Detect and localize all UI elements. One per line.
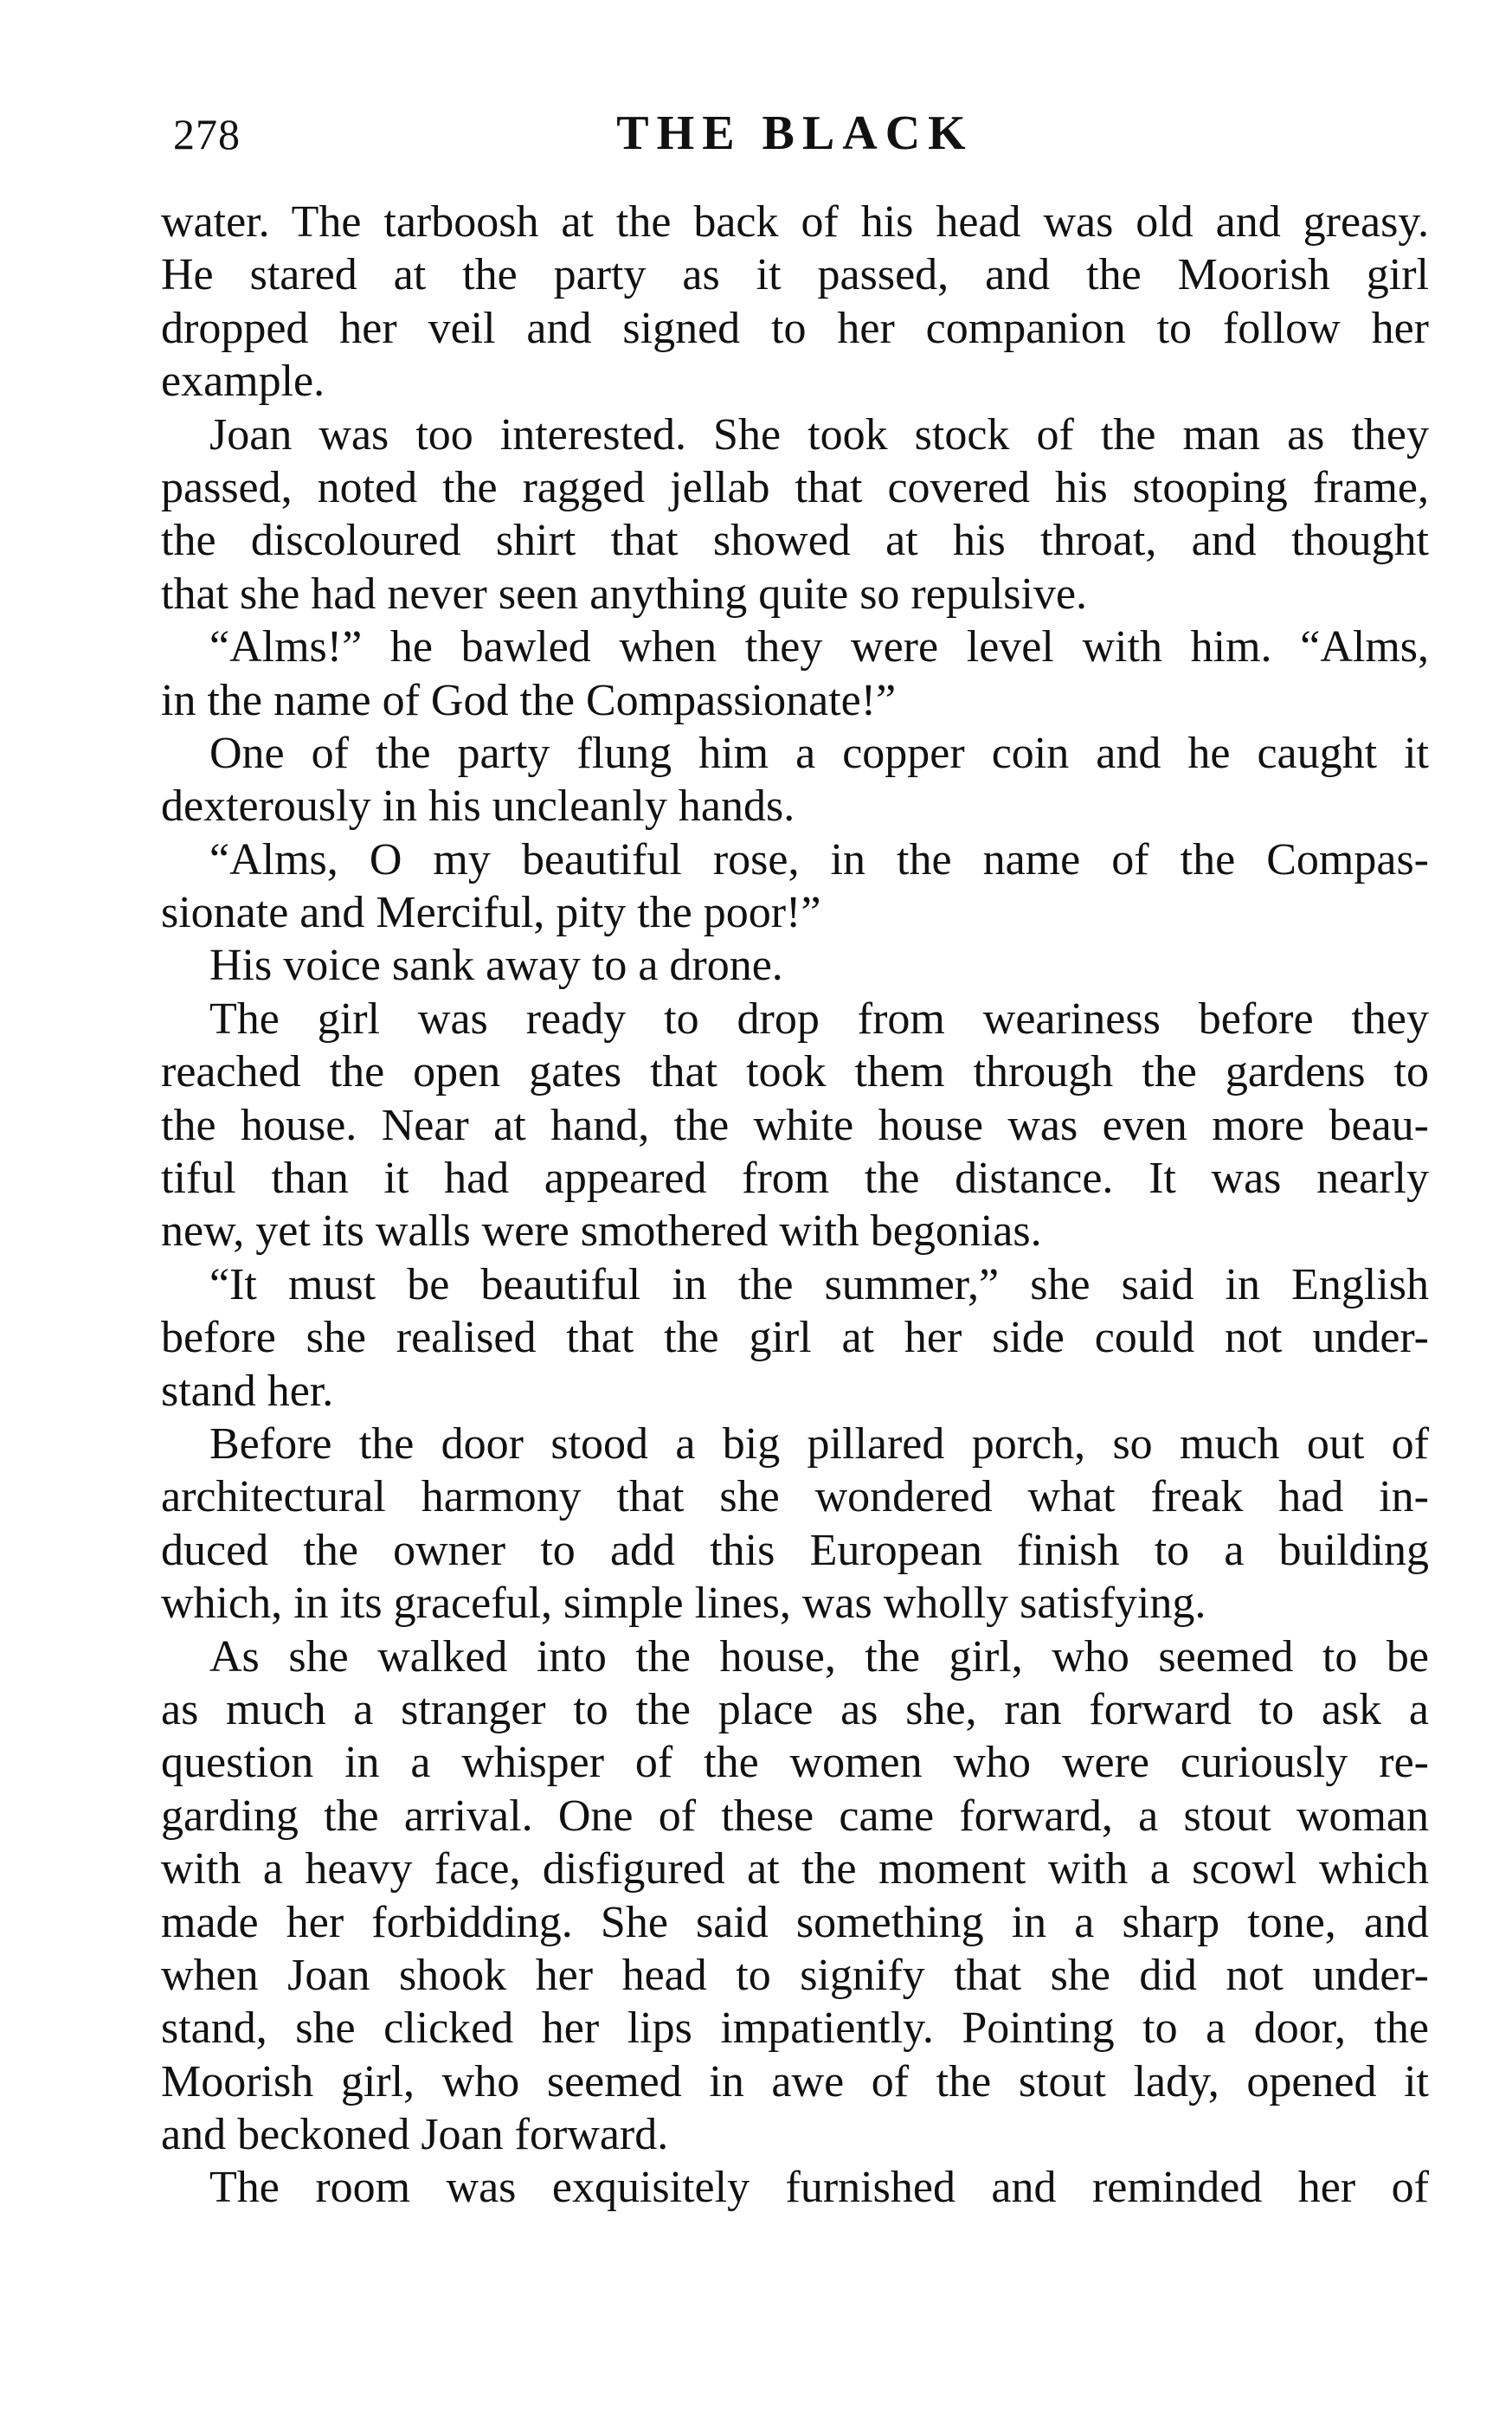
text-line: His voice sank away to a drone. bbox=[209, 941, 783, 991]
text-line: dropped her veil and signed to her companion to follow her bbox=[161, 303, 1429, 353]
text-line: stand, she clicked her lips impatiently. Pointing to a door, the bbox=[161, 2003, 1429, 2054]
text-line: when Joan shook her head to signify that she did not under- bbox=[161, 1950, 1429, 2000]
text-line: duced the owner to add this European finish to a building bbox=[161, 1525, 1429, 1575]
text-line: “It must be beautiful in the summer,” she said in English bbox=[209, 1259, 1429, 1309]
text-line: new, yet its walls were smothered with begonias. bbox=[161, 1206, 1042, 1257]
text-line: water. The tarboosh at the back of his head was old and greasy. bbox=[161, 197, 1429, 247]
text-line: stand her. bbox=[161, 1366, 334, 1416]
text-line: passed, noted the ragged jellab that covered his stooping frame, bbox=[161, 462, 1429, 512]
text-line: dexterously in his uncleanly hands. bbox=[161, 781, 795, 832]
text-line: He stared at the party as it passed, and the Moorish girl bbox=[161, 250, 1429, 300]
running-title: THE BLACK bbox=[616, 106, 974, 160]
text-line: reached the open gates that took them through the gardens to bbox=[161, 1047, 1429, 1097]
text-line: which, in its graceful, simple lines, was wholly satisfying. bbox=[161, 1579, 1206, 1629]
page-number: 278 bbox=[173, 110, 241, 158]
text-line: One of the party flung him a copper coin and he caught it bbox=[209, 728, 1429, 778]
text-line: as much a stranger to the place as she, ran forward to ask a bbox=[161, 1684, 1429, 1734]
text-line: garding the arrival. One of these came forward, a stout woman bbox=[161, 1791, 1429, 1841]
text-line: before she realised that the girl at her side could not under- bbox=[161, 1313, 1429, 1363]
text-line: tiful than it had appeared from the distance. It was nearly bbox=[161, 1154, 1429, 1204]
text-line: sionate and Merciful, pity the poor!” bbox=[161, 888, 821, 938]
text-line: architectural harmony that she wondered what freak had in- bbox=[161, 1472, 1429, 1522]
text-line: Before the door stood a big pillared porch, so much out of bbox=[209, 1418, 1429, 1469]
text-line: that she had never seen anything quite so repulsive. bbox=[161, 569, 1088, 619]
text-line: The room was exquisitely furnished and reminded her of bbox=[209, 2163, 1429, 2213]
text-line: “Alms!” he bawled when they were level with him. “Alms, bbox=[209, 622, 1429, 672]
running-head bbox=[161, 106, 1429, 168]
text-line: Moorish girl, who seemed in awe of the stout lady, opened it bbox=[161, 2056, 1429, 2106]
text-line: As she walked into the house, the girl, who seemed to be bbox=[209, 1631, 1429, 1682]
text-line: The girl was ready to drop from weariness before they bbox=[209, 994, 1429, 1044]
text-line: and beckoned Joan forward. bbox=[161, 2110, 669, 2160]
text-line: in the name of God the Compassionate!” bbox=[161, 675, 897, 725]
text-line: Joan was too interested. She took stock of the man as they bbox=[209, 409, 1429, 460]
text-line: example. bbox=[161, 357, 325, 407]
text-line: the house. Near at hand, the white house was even more beau- bbox=[161, 1100, 1429, 1150]
text-line: with a heavy face, disfigured at the moment with a scowl which bbox=[161, 1844, 1429, 1894]
text-line: question in a whisper of the women who were curiously re- bbox=[161, 1738, 1429, 1788]
body-text bbox=[161, 196, 1429, 2215]
text-line: made her forbidding. She said something in a sharp tone, and bbox=[161, 1897, 1429, 1947]
text-line: the discoloured shirt that showed at his throat, and thought bbox=[161, 516, 1429, 566]
text-line: “Alms, O my beautiful rose, in the name of the Compas- bbox=[209, 834, 1429, 884]
